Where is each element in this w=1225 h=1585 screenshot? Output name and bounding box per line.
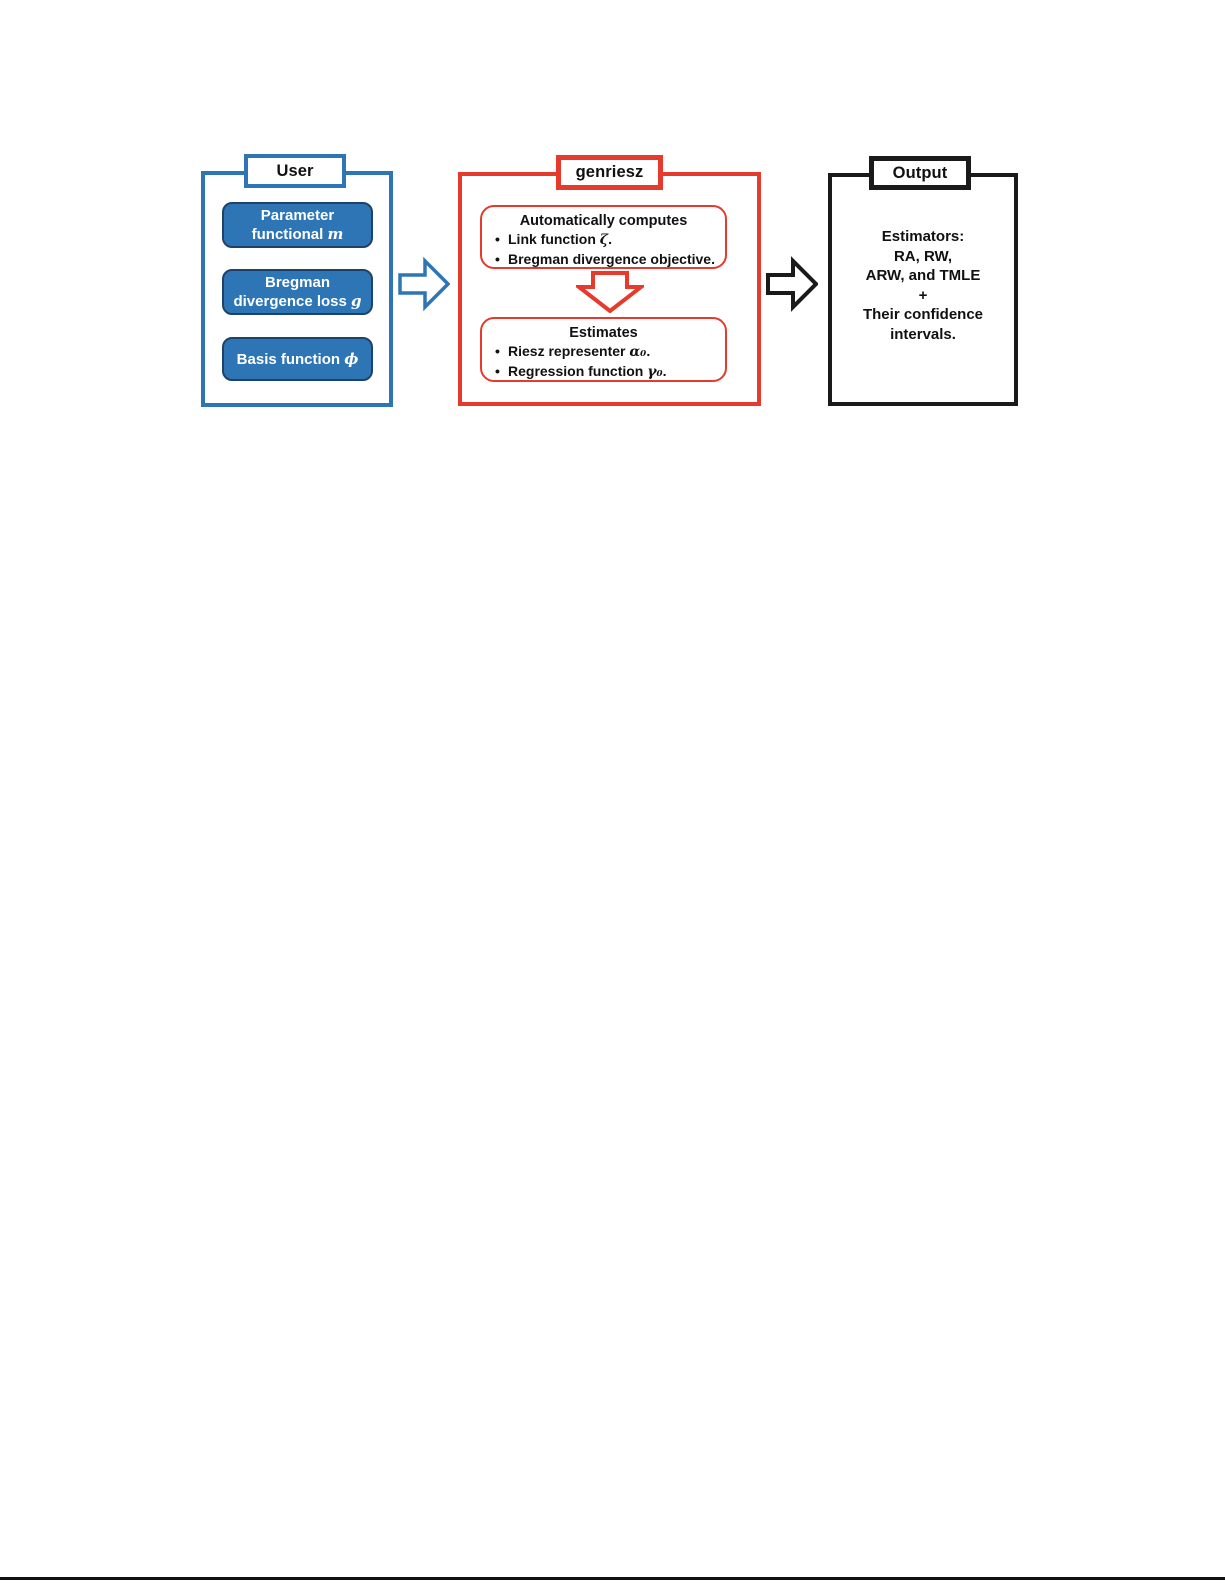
user-panel-title xyxy=(244,154,346,188)
parameter-functional-label: Parameter functional m xyxy=(251,207,344,243)
bullet-icon: • xyxy=(495,363,500,379)
output-text-block xyxy=(830,227,1016,344)
list-item xyxy=(487,342,720,362)
link-function-bullet: Link function ζ. xyxy=(508,231,612,248)
automatically-computes-box xyxy=(480,205,727,269)
basis-function-label: Basis function ϕ xyxy=(236,349,359,368)
output-line: Their confidence xyxy=(862,306,984,323)
math-symbol-m: m xyxy=(327,225,344,243)
down-arrow-icon xyxy=(576,271,644,313)
math-symbol-alpha0: α₀ xyxy=(629,344,647,360)
page-bottom-rule xyxy=(0,1577,1225,1580)
right-arrow-icon xyxy=(766,256,818,312)
computes-heading: Automatically computes xyxy=(519,213,688,229)
math-symbol-zeta: ζ xyxy=(599,232,609,248)
math-symbol-gamma0: γ₀ xyxy=(647,364,663,380)
list-item xyxy=(487,250,720,270)
output-panel-title-label: Output xyxy=(892,163,948,182)
basis-function-box xyxy=(222,337,373,381)
bullet-icon: • xyxy=(495,343,500,359)
genriesz-panel-title-label: genriesz xyxy=(575,163,644,181)
output-line: Estimators: xyxy=(881,228,965,245)
output-line: intervals. xyxy=(890,325,956,343)
output-panel-title xyxy=(869,156,971,190)
output-line: ARW, and TMLE xyxy=(865,267,981,284)
estimates-heading: Estimates xyxy=(569,325,638,341)
bullet-icon: • xyxy=(495,231,500,247)
list-item xyxy=(487,230,720,250)
bregman-divergence-loss-box xyxy=(222,269,373,315)
genriesz-panel-title xyxy=(556,155,663,190)
bullet-icon: • xyxy=(495,251,500,267)
bregman-objective-bullet: Bregman divergence objective. xyxy=(508,251,715,267)
estimates-box xyxy=(480,317,727,382)
output-line: + xyxy=(918,286,928,304)
right-arrow-icon xyxy=(398,256,450,312)
riesz-representer-bullet: Riesz representer α₀. xyxy=(508,343,651,360)
list-item xyxy=(487,362,720,382)
output-line: RA, RW, xyxy=(893,247,953,265)
math-symbol-phi: ϕ xyxy=(344,349,359,368)
user-panel-title-label: User xyxy=(276,161,314,180)
parameter-functional-box xyxy=(222,202,373,248)
math-symbol-g: g xyxy=(351,292,362,310)
regression-function-bullet: Regression function γ₀. xyxy=(508,363,667,380)
bregman-divergence-loss-label: Bregman divergence loss g xyxy=(233,274,362,310)
